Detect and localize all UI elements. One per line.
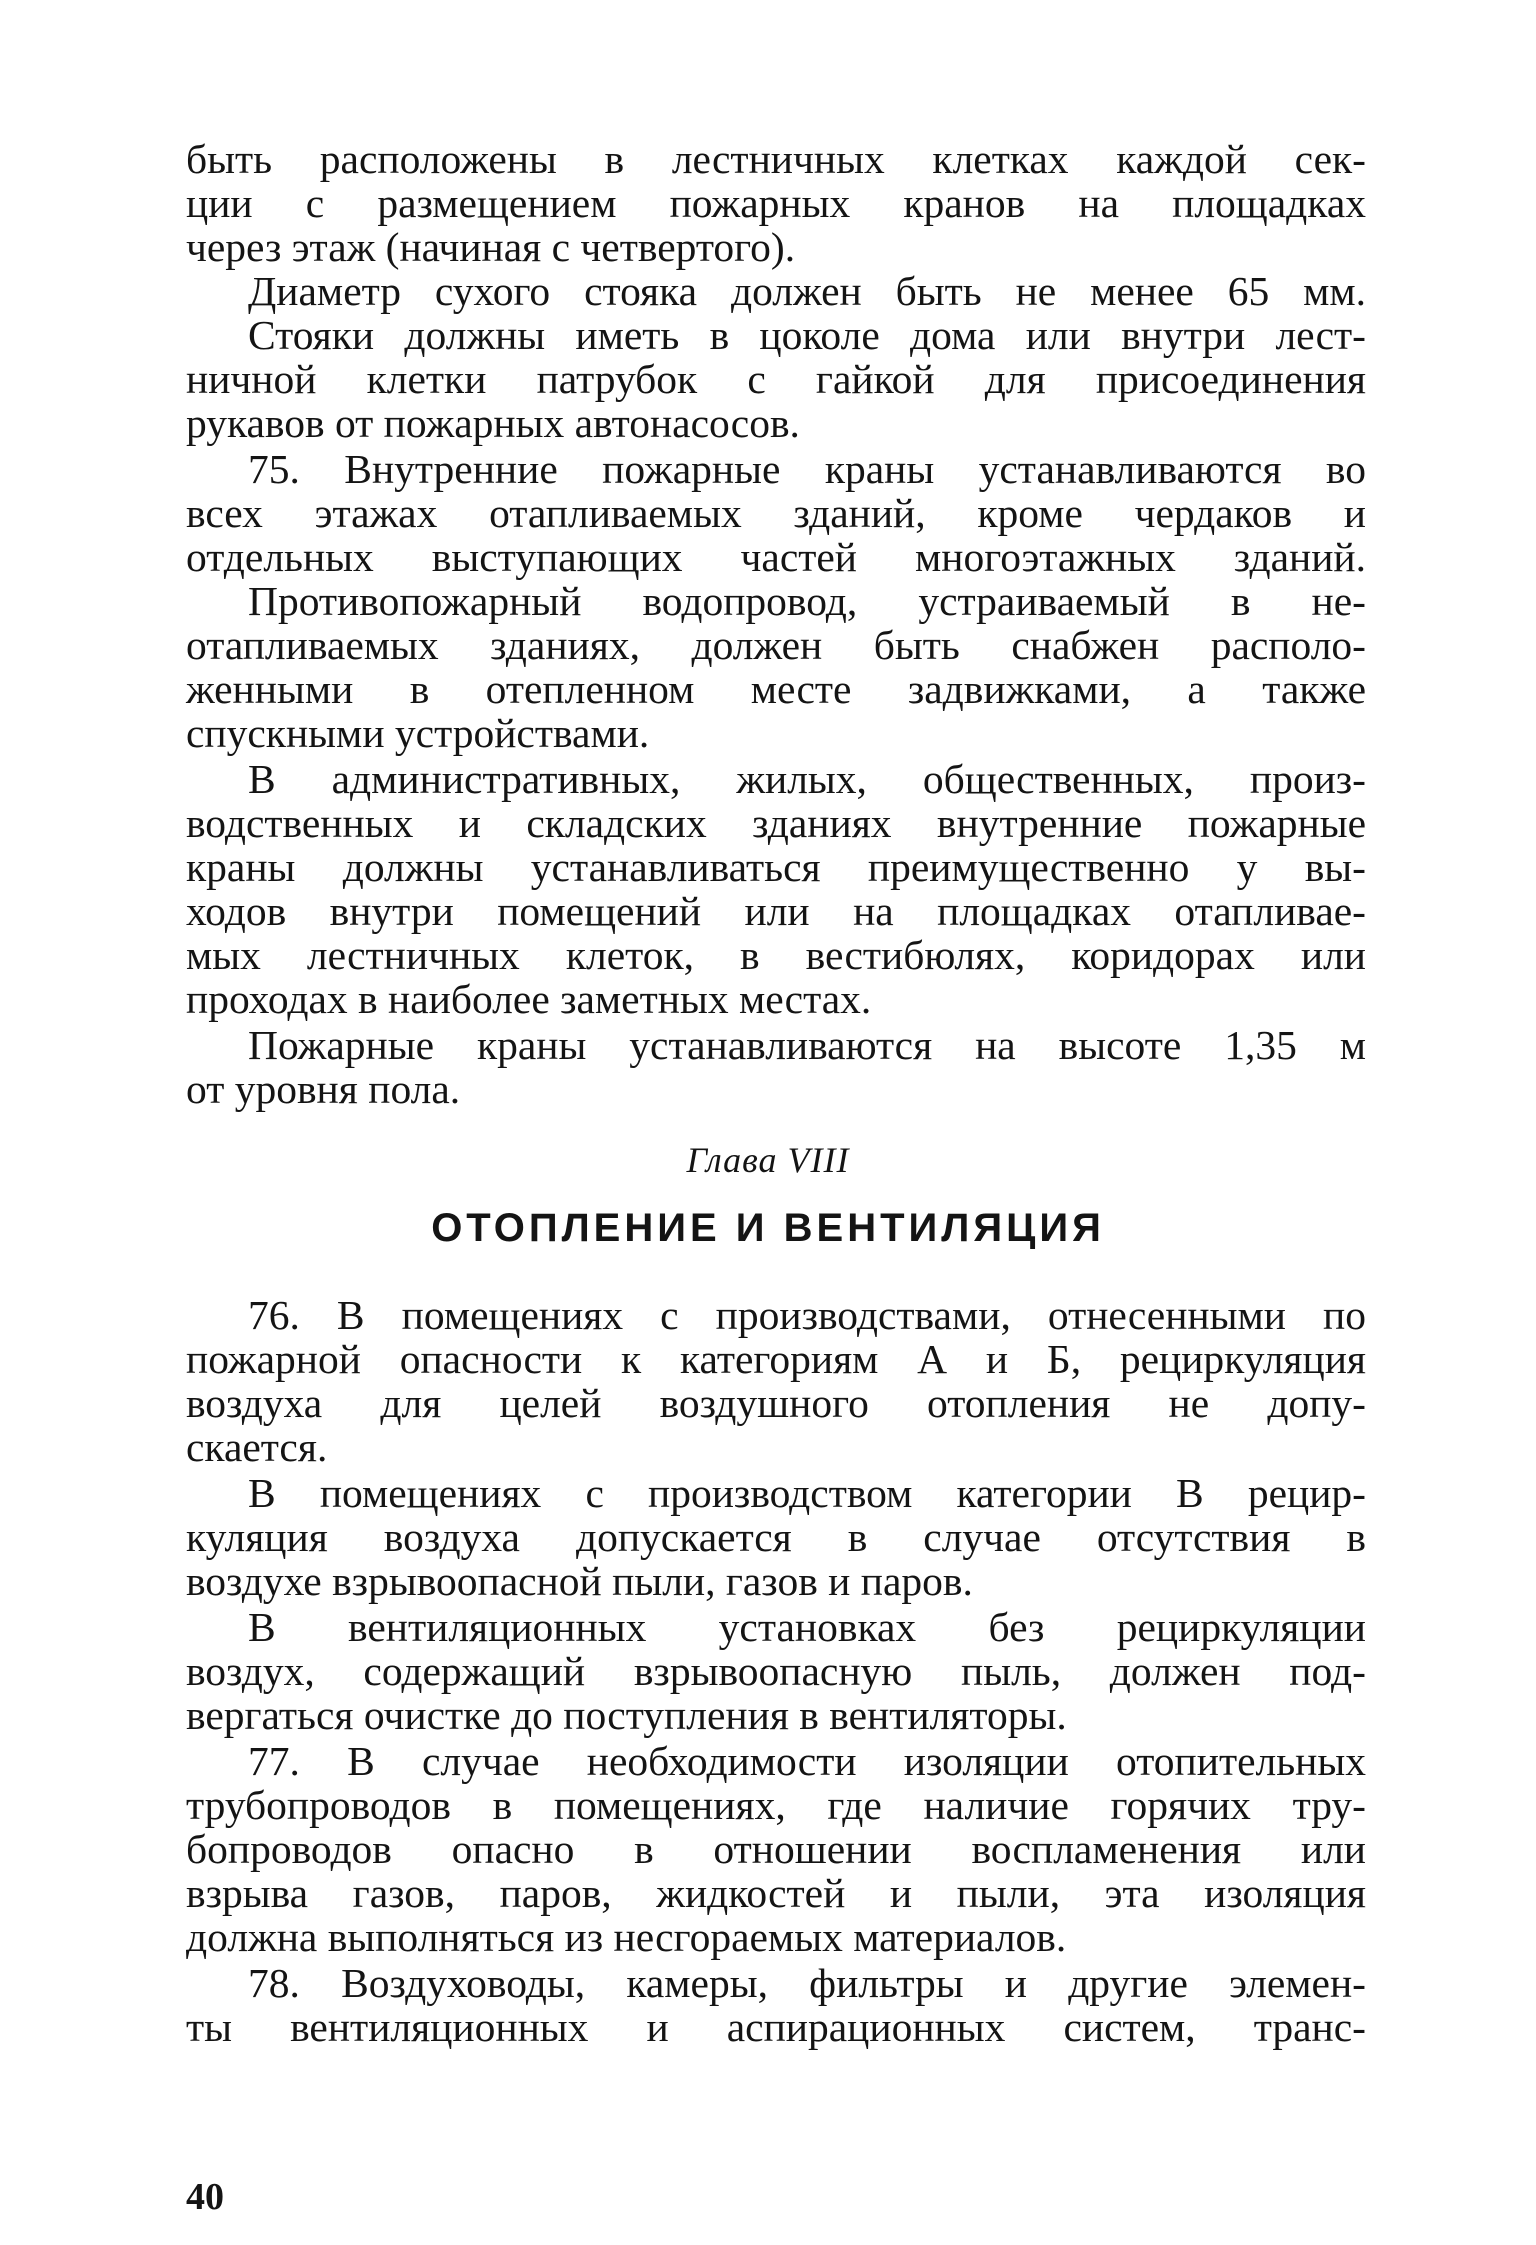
text-line: бопроводов опасно в отношении воспламенения или — [186, 1826, 1366, 1872]
text-line: от уровня пола. — [186, 1066, 461, 1112]
text-line: всех этажах отапливаемых зданий, кроме чердаков и — [186, 490, 1366, 536]
text-line: рукавов от пожарных автонасосов. — [186, 400, 800, 446]
text-line: отапливаемых зданиях, должен быть снабжен располо- — [186, 622, 1366, 668]
text-line: В административных, жилых, общественных, произ- — [248, 756, 1366, 802]
text-line: пожарной опасности к категориям А и Б, рециркуляция — [186, 1336, 1366, 1382]
text-line: краны должны устанавливаться преимущественно у вы- — [186, 844, 1366, 890]
text-line: спускными устройствами. — [186, 710, 650, 756]
text-line: В помещениях с производством категории В рецир- — [248, 1470, 1366, 1516]
text-line: взрыва газов, паров, жидкостей и пыли, эта изоляция — [186, 1870, 1366, 1916]
page-number: 40 — [186, 2176, 224, 2218]
text-line: В вентиляционных установках без рециркуляции — [248, 1604, 1366, 1650]
text-line: куляция воздуха допускается в случае отсутствия в — [186, 1514, 1366, 1560]
text-line: Стояки должны иметь в цоколе дома или внутри лест- — [248, 312, 1366, 358]
text-line: ции с размещением пожарных кранов на площадках — [186, 180, 1366, 226]
chapter-label: Глава VIII — [686, 1140, 850, 1180]
text-line: 77. В случае необходимости изоляции отопительных — [248, 1738, 1366, 1784]
text-line: Противопожарный водопровод, устраиваемый в не- — [248, 578, 1366, 624]
text-line: 75. Внутренние пожарные краны устанавливаются во — [248, 446, 1366, 492]
text-line: трубопроводов в помещениях, где наличие горячих тру- — [186, 1782, 1366, 1828]
text-line: проходах в наиболее заметных местах. — [186, 976, 872, 1022]
text-line: отдельных выступающих частей многоэтажных зданий. — [186, 534, 1366, 580]
text-line: воздух, содержащий взрывоопасную пыль, должен под- — [186, 1648, 1366, 1694]
text-line: водственных и складских зданиях внутренние пожарные — [186, 800, 1366, 846]
text-line: Пожарные краны устанавливаются на высоте 1,35 м — [248, 1022, 1366, 1068]
text-line: Диаметр сухого стояка должен быть не менее 65 мм. — [248, 268, 1366, 314]
text-line: ходов внутри помещений или на площадках отапливае- — [186, 888, 1366, 934]
text-line: воздуха для целей воздушного отопления не допу- — [186, 1380, 1366, 1426]
text-line: вергаться очистке до поступления в вентиляторы. — [186, 1692, 1067, 1738]
text-line: 78. Воздуховоды, камеры, фильтры и другие элемен- — [248, 1960, 1366, 2006]
text-line: женными в отепленном месте задвижками, а также — [186, 666, 1366, 712]
text-line: быть расположены в лестничных клетках каждой сек- — [186, 136, 1366, 182]
chapter-title: ОТОПЛЕНИЕ И ВЕНТИЛЯЦИЯ — [431, 1206, 1105, 1250]
text-line: 76. В помещениях с производствами, отнесенными по — [248, 1292, 1366, 1338]
text-line: через этаж (начиная с четвертого). — [186, 224, 796, 270]
text-line: мых лестничных клеток, в вестибюлях, коридорах или — [186, 932, 1366, 978]
text-line: скается. — [186, 1424, 328, 1470]
text-line: ты вентиляционных и аспирационных систем, транс- — [186, 2004, 1366, 2050]
text-line: воздухе взрывоопасной пыли, газов и паров. — [186, 1558, 973, 1604]
text-line: должна выполняться из несгораемых материалов. — [186, 1914, 1067, 1960]
text-line: ничной клетки патрубок с гайкой для присоединения — [186, 356, 1366, 402]
